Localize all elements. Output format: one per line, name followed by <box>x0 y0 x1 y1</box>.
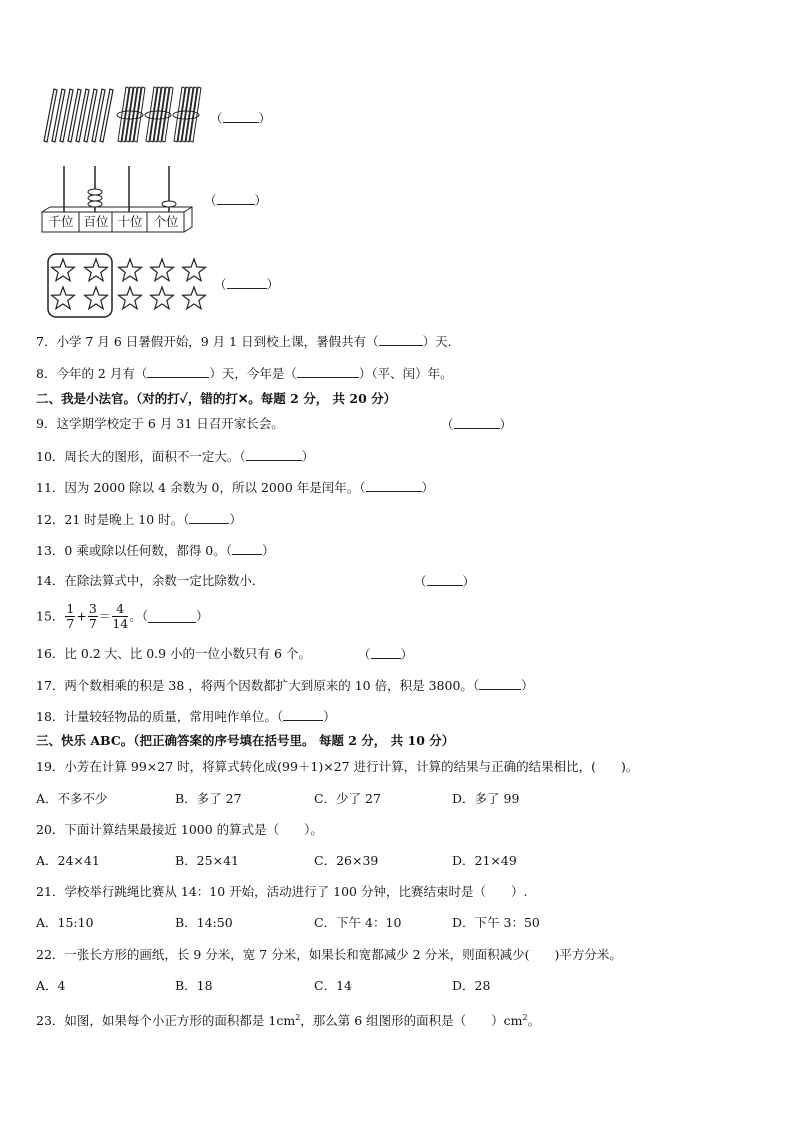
paren-close: ） <box>521 678 534 693</box>
q7-text: 7．小学 7 月 6 日暑假开始，9 月 1 日到校上课，暑假共有（ <box>36 334 379 349</box>
paren-close: ） <box>266 277 280 292</box>
q8-blank-days[interactable] <box>147 365 209 378</box>
q8-text-mid: ）天，今年是（ <box>209 366 297 381</box>
q20-option-b[interactable]: B．25×41 <box>175 853 239 868</box>
q22-option-d[interactable]: D．28 <box>452 978 491 993</box>
question-20: 20．下面计算结果最接近 1000 的算式是（ ）。 <box>36 822 323 837</box>
q16-text: 16．比 0.2 大、比 0.9 小的一位小数只有 6 个。 <box>36 646 311 661</box>
stick-icon <box>44 89 57 142</box>
q13-text: 13．0 乘或除以任何数，都得 0。（ <box>36 543 233 558</box>
q19-option-b[interactable]: B．多了 27 <box>175 791 242 806</box>
q7-blank[interactable] <box>379 333 423 346</box>
answer-blank[interactable] <box>217 192 255 205</box>
q23-text-end: 。 <box>527 1013 541 1029</box>
paren-open: （ <box>414 574 427 589</box>
q8-text: 8．今年的 2 月有（ <box>36 366 148 381</box>
q20-option-d[interactable]: D．21×49 <box>452 853 517 868</box>
q16-answer[interactable] <box>358 646 413 663</box>
paren-close: ） <box>462 574 476 589</box>
question-11 <box>36 479 434 496</box>
q9-text: 9．这学期学校定于 6 月 31 日召开家长会。 <box>36 416 284 431</box>
paren-close: ） <box>258 111 272 126</box>
q22-option-b[interactable]: B．18 <box>175 978 213 993</box>
question-8 <box>36 365 453 382</box>
stars-answer[interactable] <box>214 276 279 293</box>
stick-bundle-icon <box>117 87 145 142</box>
question-21: 21．学校举行跳绳比赛从 14：10 开始，活动进行了 100 分钟，比赛结束时是（ ）. <box>36 884 528 899</box>
q19-option-d[interactable]: D．多了 99 <box>452 791 520 806</box>
q19-option-a[interactable]: A．不多不少 <box>36 791 108 806</box>
answer-blank[interactable] <box>223 110 259 123</box>
q9-answer[interactable] <box>441 416 512 433</box>
question-15 <box>36 598 209 635</box>
paren-close: ） <box>323 709 336 724</box>
stick-icon <box>68 89 81 142</box>
paren-close: ） <box>301 449 315 464</box>
q15-label: 15． <box>36 608 65 624</box>
q12-text: 12．21 时是晚上 10 时。（ <box>36 512 190 527</box>
q14-blank[interactable] <box>427 573 463 586</box>
q23-text-mid: ，那么第 6 组图形的面积是（ ）cm <box>300 1013 523 1029</box>
q12-blank[interactable] <box>189 511 229 524</box>
q21-option-b[interactable]: B．14:50 <box>175 915 233 930</box>
star-icon <box>151 259 174 281</box>
q20-option-c[interactable]: C．26×39 <box>314 853 379 868</box>
star-icon <box>85 259 108 281</box>
question-9 <box>36 416 284 432</box>
q8-blank-year[interactable] <box>297 365 359 378</box>
q10-text: 10．周长大的图形，面积不一定大。（ <box>36 449 246 464</box>
question-7 <box>36 333 460 350</box>
plus-sign: + <box>76 608 87 624</box>
question-12 <box>36 511 242 528</box>
paren-close: ） <box>262 543 275 558</box>
stick-bundle-icon <box>173 87 201 142</box>
paren-close: ） <box>254 193 268 208</box>
q11-blank[interactable] <box>366 479 422 492</box>
stick-icon <box>76 89 89 142</box>
q15-blank[interactable] <box>148 610 196 623</box>
paren-close: ） <box>499 417 513 432</box>
question-19: 19．小芳在计算 99×27 时，将算式转化成(99＋1)×27 进行计算，计算的结果与正确的结果相比，( )。 <box>36 759 639 774</box>
question-16 <box>36 646 311 662</box>
answer-blank[interactable] <box>227 276 267 289</box>
q14-answer[interactable] <box>414 573 475 590</box>
paren-open: （ <box>214 277 227 292</box>
section-3-title: 三、快乐 ABC。（把正确答案的序号填在括号里。 每题 2 分， 共 10 分） <box>36 733 455 748</box>
paren-close: ） <box>195 608 209 624</box>
stars-figure <box>46 251 216 321</box>
question-22: 22．一张长方形的画纸，长 9 分米，宽 7 分米，如果长和宽都减少 2 分米，则面积减少( )平方分米。 <box>36 947 622 962</box>
question-10 <box>36 448 314 465</box>
q23-sup-2: 2 <box>522 1013 528 1022</box>
question-18 <box>36 708 336 725</box>
equals-sign: ＝ <box>98 608 112 624</box>
stick-icon <box>92 89 105 142</box>
q11-text: 11．因为 2000 除以 4 余数为 0，所以 2000 年是闰年。（ <box>36 480 366 495</box>
abacus-label-thousands: 千位 <box>48 214 74 229</box>
q7-text-end: ）天． <box>422 334 461 349</box>
star-icon <box>151 287 174 309</box>
q21-option-c[interactable]: C．下午 4：10 <box>314 915 402 930</box>
q19-option-c[interactable]: C．少了 27 <box>314 791 381 806</box>
star-icon <box>183 287 206 309</box>
q10-blank[interactable] <box>246 448 302 461</box>
paren-open: （ <box>210 111 223 126</box>
q20-option-a[interactable]: A．24×41 <box>36 853 100 868</box>
q22-option-c[interactable]: C．14 <box>314 978 352 993</box>
question-14 <box>36 573 264 589</box>
q14-text: 14．在除法算式中，余数一定比除数小． <box>36 573 265 588</box>
q23-sup-1: 2 <box>295 1013 301 1022</box>
fraction-1-7: $\frac{1}{7}$ <box>66 601 75 631</box>
question-23 <box>36 1010 540 1029</box>
question-17 <box>36 677 534 694</box>
stick-bundle-icon <box>145 87 173 142</box>
q18-blank[interactable] <box>283 708 323 721</box>
paren-open: （ <box>204 193 217 208</box>
q23-text: 23．如图，如果每个小正方形的面积都是 1cm <box>36 1013 296 1029</box>
q18-text: 18．计量较轻物品的质量，常用吨作单位。（ <box>36 709 284 724</box>
q13-blank[interactable] <box>232 542 262 555</box>
star-icon <box>119 259 142 281</box>
stick-icon <box>52 89 65 142</box>
star-icon <box>119 287 142 309</box>
q8-text-end: ）（平、闰）年。 <box>358 366 453 381</box>
q17-text: 17．两个数相乘的积是 38 ，将两个因数都扩大到原来的 10 倍，积是 3800。（ <box>36 678 480 693</box>
stick-icon <box>84 89 97 142</box>
q21-option-a[interactable]: A．15:10 <box>36 915 94 930</box>
fraction-4-14: $\frac{4}{14}$ <box>112 601 129 631</box>
paren-close: ） <box>421 480 435 495</box>
bundles-answer[interactable] <box>210 110 271 127</box>
stick-bundles-figure <box>40 85 210 145</box>
star-icon <box>183 259 206 281</box>
paren-open: （ <box>441 417 454 432</box>
q9-blank[interactable] <box>454 416 500 429</box>
paren-open: （ <box>358 647 371 662</box>
abacus-label-hundreds: 百位 <box>83 214 109 229</box>
section-2-title: 二、我是小法官。（对的打✓，错的打✕。每题 2 分， 共 20 分） <box>36 391 397 406</box>
question-13 <box>36 542 275 559</box>
paren-close: ） <box>400 647 414 662</box>
paren-close: ） <box>229 512 242 527</box>
fraction-3-7: $\frac{3}{7}$ <box>88 601 97 631</box>
stick-icon <box>100 89 113 142</box>
stick-icon <box>60 89 73 142</box>
q16-blank[interactable] <box>371 646 401 659</box>
star-icon <box>52 287 75 309</box>
star-icon <box>52 259 75 281</box>
q22-option-a[interactable]: A．4 <box>36 978 66 993</box>
q17-blank[interactable] <box>479 677 521 690</box>
star-icon <box>85 287 108 309</box>
q21-option-d[interactable]: D．下午 3：50 <box>452 915 540 930</box>
q15-tail: 。（ <box>129 608 148 624</box>
abacus-label-tens: 十位 <box>117 214 143 229</box>
abacus-answer[interactable] <box>204 192 267 209</box>
abacus-label-ones: 个位 <box>153 214 179 229</box>
